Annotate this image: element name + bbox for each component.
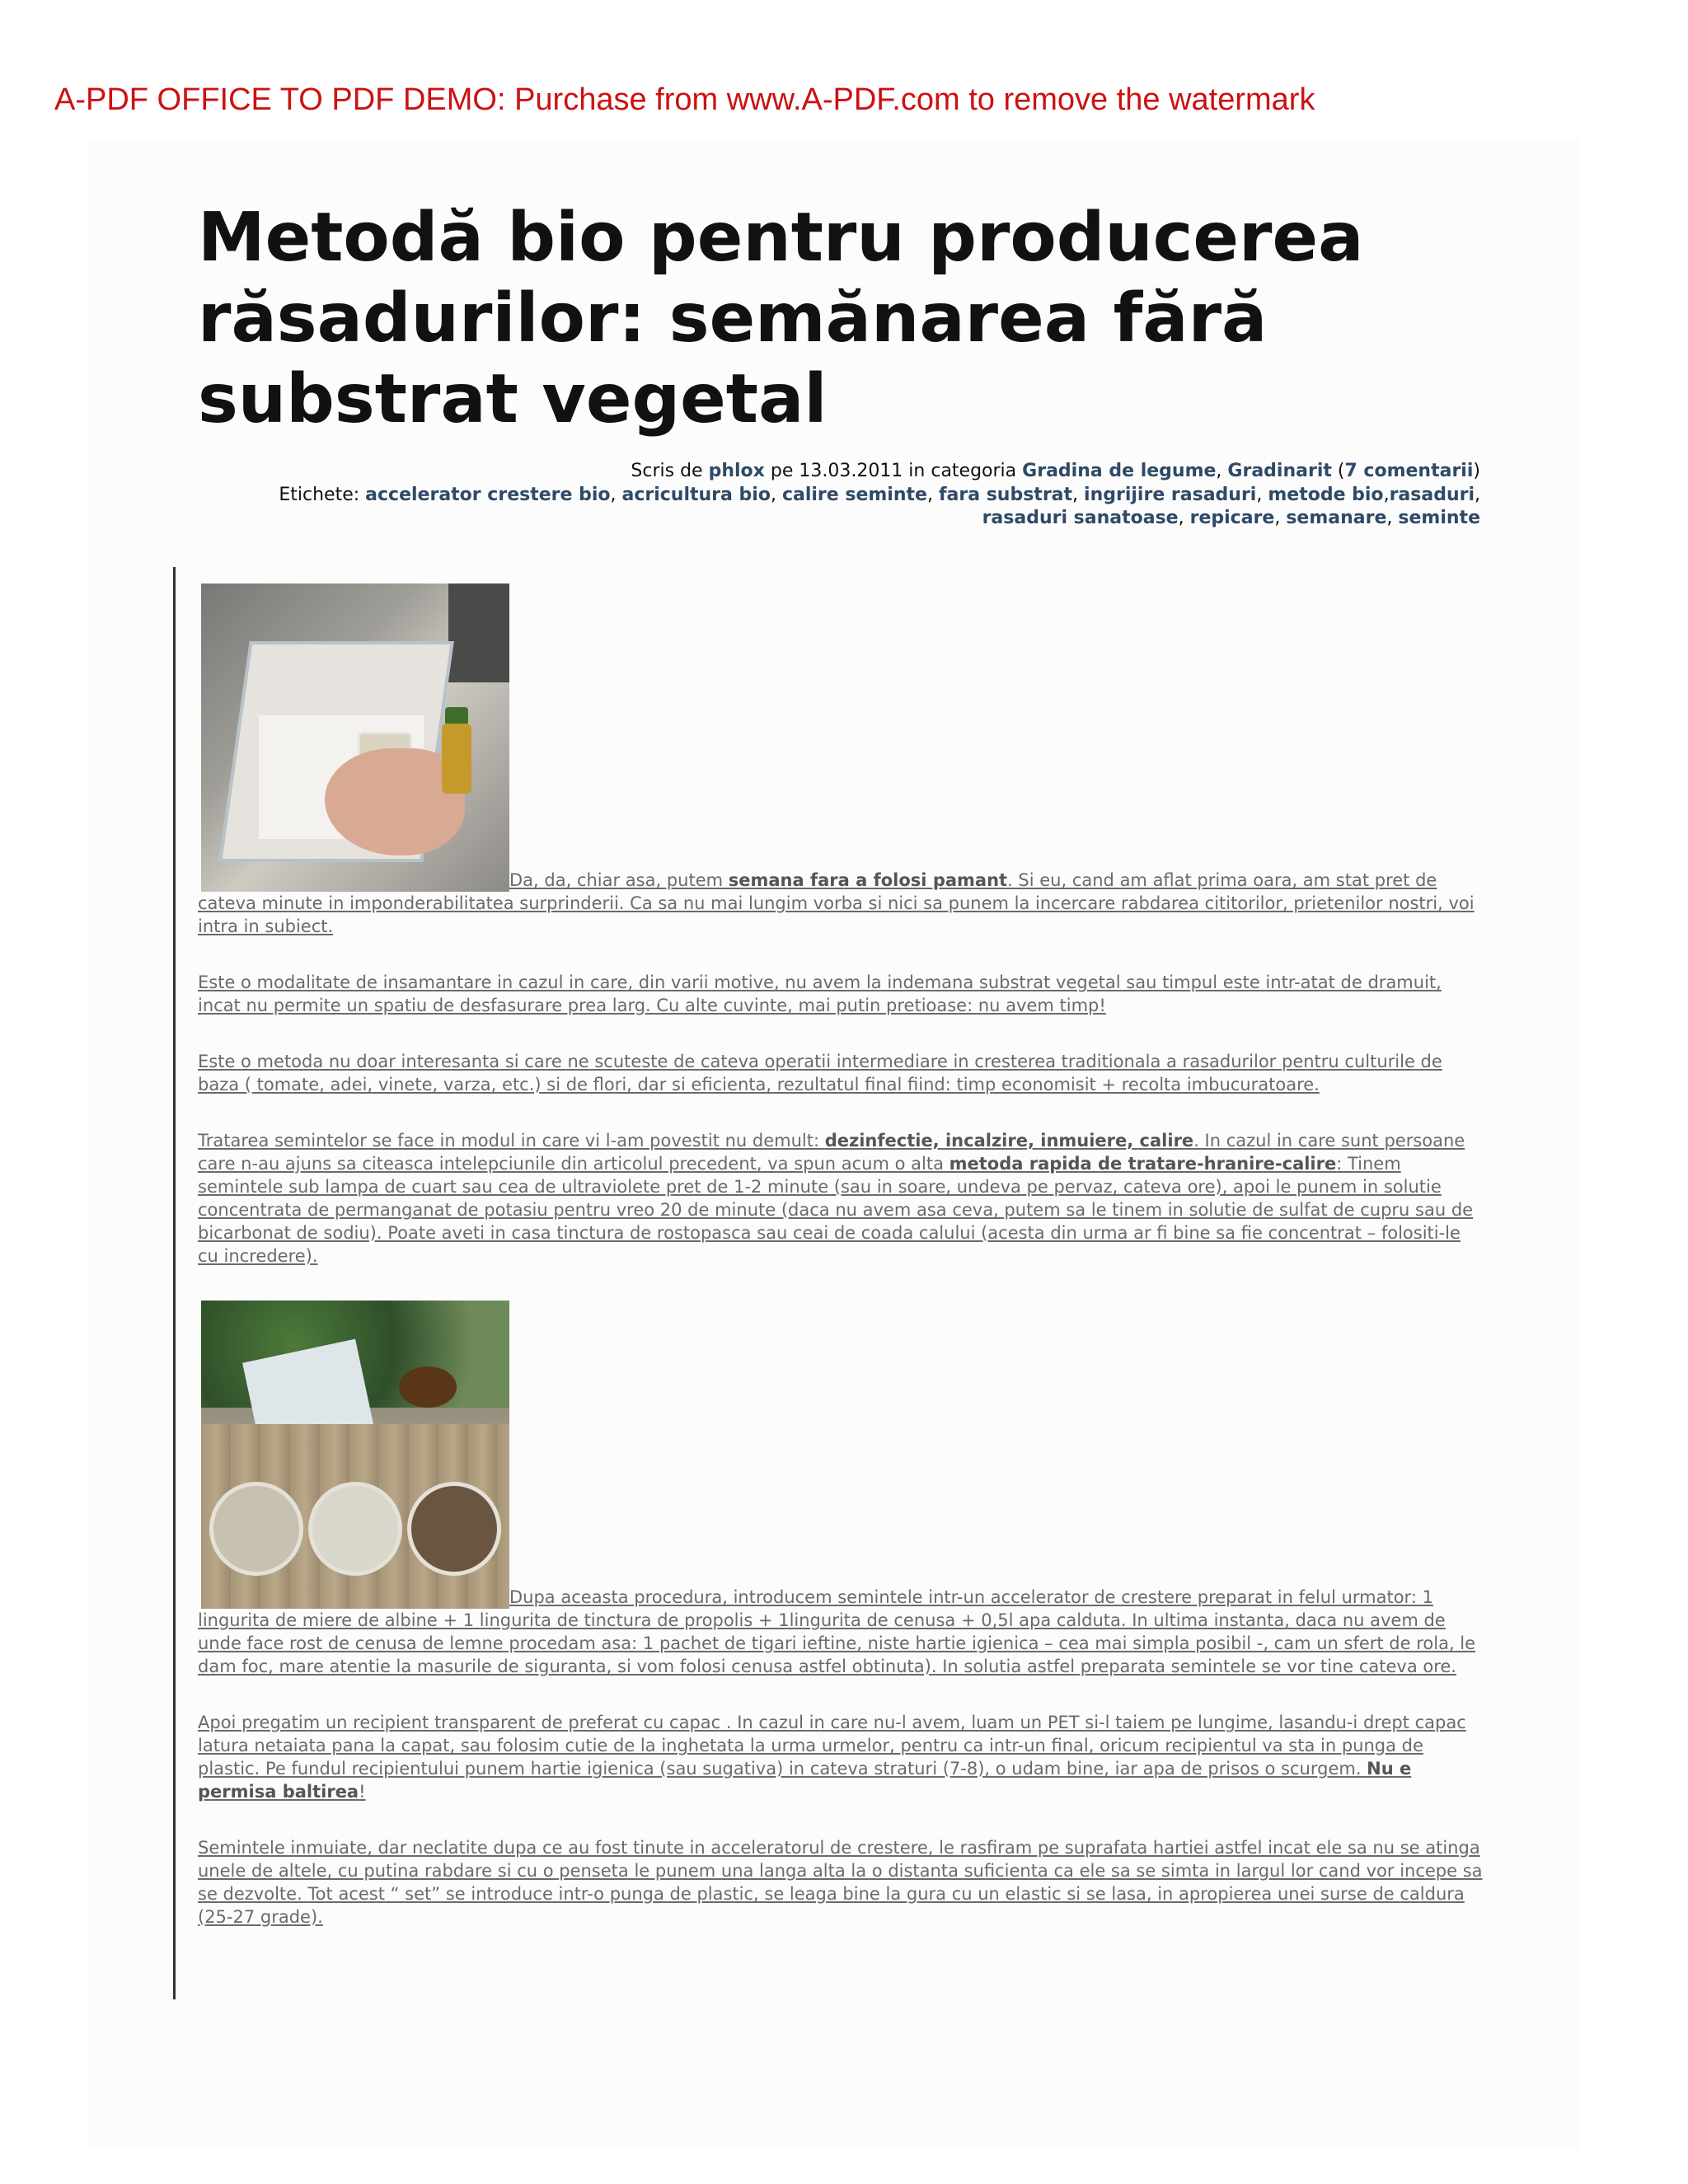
tag-link[interactable]: ingrijire rasaduri (1084, 484, 1257, 505)
content-left-rule (173, 567, 176, 1999)
article-title: Metodă bio pentru producerea răsadurilor: semănarea fără substrat vegetal (198, 199, 1364, 438)
tag-link[interactable]: fara substrat (938, 484, 1073, 505)
author-link[interactable]: phlox (708, 461, 765, 481)
bold-phrase: metoda rapida de tratare-hranire-calire (949, 1154, 1337, 1174)
bold-phrase: semana fara a folosi pamant (728, 870, 1008, 890)
paragraph-intro: Da, da, chiar asa, putem semana fara a folosi pamant. Si eu, cand am aflat prima oara, am stat pret de cateva minute in imponderabilitatea surprinderii. Ca sa nu mai lungim vorba si nici sa punem la incercare rabdarea cititorilor, prietenilor nostri, voi intra in subiect. (198, 583, 1484, 938)
article-meta (198, 460, 1480, 531)
paragraph-2: Este o modalitate de insamantare in cazul in care, din varii motive, nu avem la indemana substrat vegetal sau timpul este intr-atat de dramuit, incat nu permite un spatiu de desfasurare prea larg. Cu alte cuvinte, mai putin pretioase: nu avem timp! (198, 972, 1442, 1015)
paragraph-5: Dupa aceasta procedura, introducem semintele intr-un accelerator de crestere preparat in felul urmator: 1 lingurita de miere de albine + 1 lingurita de tinctura de propolis + 1lingurita de cenusa + 0,5l apa calduta. In ultima instanta, daca nu avem de unde face rost de cenusa de lemne procedam asa: 1 pachet de tigari ieftine, niste hartie igienica – cea mai simpla posibil -, cam un sfert de rola, le dam foc, mare atentie la masurile de siguranta, si vom folosi cenusa astfel obtinuta). In solutia astfel preparata semintele se vor tine cateva ore. (198, 1301, 1484, 1678)
bold-phrase: dezinfectie, incalzire, inmuiere, calire (824, 1131, 1194, 1151)
tag-link[interactable]: accelerator crestere bio (365, 484, 611, 505)
tag-link[interactable]: calire seminte (781, 484, 927, 505)
tag-link[interactable]: seminte (1398, 508, 1480, 528)
tags-label: Etichete: (279, 484, 366, 505)
written-by-label: Scris de (631, 461, 709, 481)
tag-link[interactable]: rasaduri (1389, 484, 1475, 505)
tag-link[interactable]: semanare (1286, 508, 1387, 528)
tag-link[interactable]: repicare (1189, 508, 1275, 528)
tag-link[interactable]: acricultura bio (621, 484, 771, 505)
tag-link[interactable]: metode bio (1268, 484, 1384, 505)
paragraph-4: Tratarea semintelor se face in modul in care vi l-am povestit nu demult: dezinfectie, incalzire, inmuiere, calire. In cazul in care sunt persoane care n-au ajuns sa citeasca intelepciunile din articolul precedent, va spun acum o alta metoda rapida de tratare-hranire-calire: Tinem semintele sub lampa de cuart sau cea de ultraviolete pret de 1-2 minute (sau in soare, undeva pe pervaz, cateva ore), apoi le punem in solutie concentrata de permanganat de potasiu pentru vreo 20 de minute (daca nu avem asa ceva, putem sa le tinem in solutie de sulfat de cupru sau de bicarbonat de sodiu). Poate aveti in casa tinctura de rostopasca sau ceai de coada calului (acesta din urma ar fi bine sa fie concentrat – folositi-le cu incredere). (198, 1131, 1474, 1266)
article-body (198, 583, 1484, 1961)
paragraph-6: Apoi pregatim un recipient transparent de preferat cu capac . In cazul in care nu-l avem, luam un PET si-l taiem pe lungime, lasandu-i drept capac latura netaiata pana la capat, sau folosim cutie de la inghetata la urma urmelor, pentru ca intr-un final, oricum recipientul va sta in punga de plastic. Pe fundul recipientului punem hartie igienica (sau sugativa) in cateva straturi (7-8), o udam bine, iar apa de prisos o scurgem. Nu e permisa baltirea! (198, 1713, 1466, 1802)
paragraph-3: Este o metoda nu doar interesanta si care ne scuteste de cateva operatii intermediare in cresterea traditionala a rasadurilor pentru culturile de baza ( tomate, adei, vinete, varza, etc.) si de flori, dar si eficienta, rezultatul final fiind: timp economisit + recolta imbucuratoare. (198, 1052, 1442, 1094)
date-text: pe 13.03.2011 in categoria (764, 461, 1023, 481)
byline: Scris de phlox pe 13.03.2011 in categoria Gradina de legume, Gradinarit (7 comentarii) (631, 461, 1480, 481)
demo-watermark: A-PDF OFFICE TO PDF DEMO: Purchase from www.A-PDF.com to remove the watermark (54, 82, 1315, 117)
three-glasses-photo[interactable] (201, 1301, 509, 1609)
seed-treatment-photo[interactable] (201, 583, 509, 892)
category-link-gradinarit[interactable]: Gradinarit (1227, 461, 1332, 481)
category-link-legume[interactable]: Gradina de legume (1022, 461, 1217, 481)
bold-phrase: Nu e permisa baltirea (198, 1759, 1412, 1802)
tag-link[interactable]: rasaduri sanatoase (982, 508, 1179, 528)
comments-link[interactable]: 7 comentarii (1344, 461, 1474, 481)
tags-line: Etichete: accelerator crestere bio, acricultura bio, calire seminte, fara substrat, ingrijire rasaduri, metode bio,rasaduri, rasaduri sanatoase, repicare, semanare, seminte (279, 484, 1480, 528)
paragraph-7: Semintele inmuiate, dar neclatite dupa ce au fost tinute in acceleratorul de crestere, le rasfiram pe suprafata hartiei astfel incat ele sa nu se atinga unele de altele, cu putina rabdare si cu o penseta le punem una langa alta la o distanta suficienta ca ele sa se simta in largul lor cand vor incepe sa se dezvolte. Tot acest “ set” se introduce intr-o punga de plastic, se leaga bine la gura cu un elastic si se lasa, in apropierea unei surse de caldura (25-27 grade). (198, 1838, 1483, 1927)
